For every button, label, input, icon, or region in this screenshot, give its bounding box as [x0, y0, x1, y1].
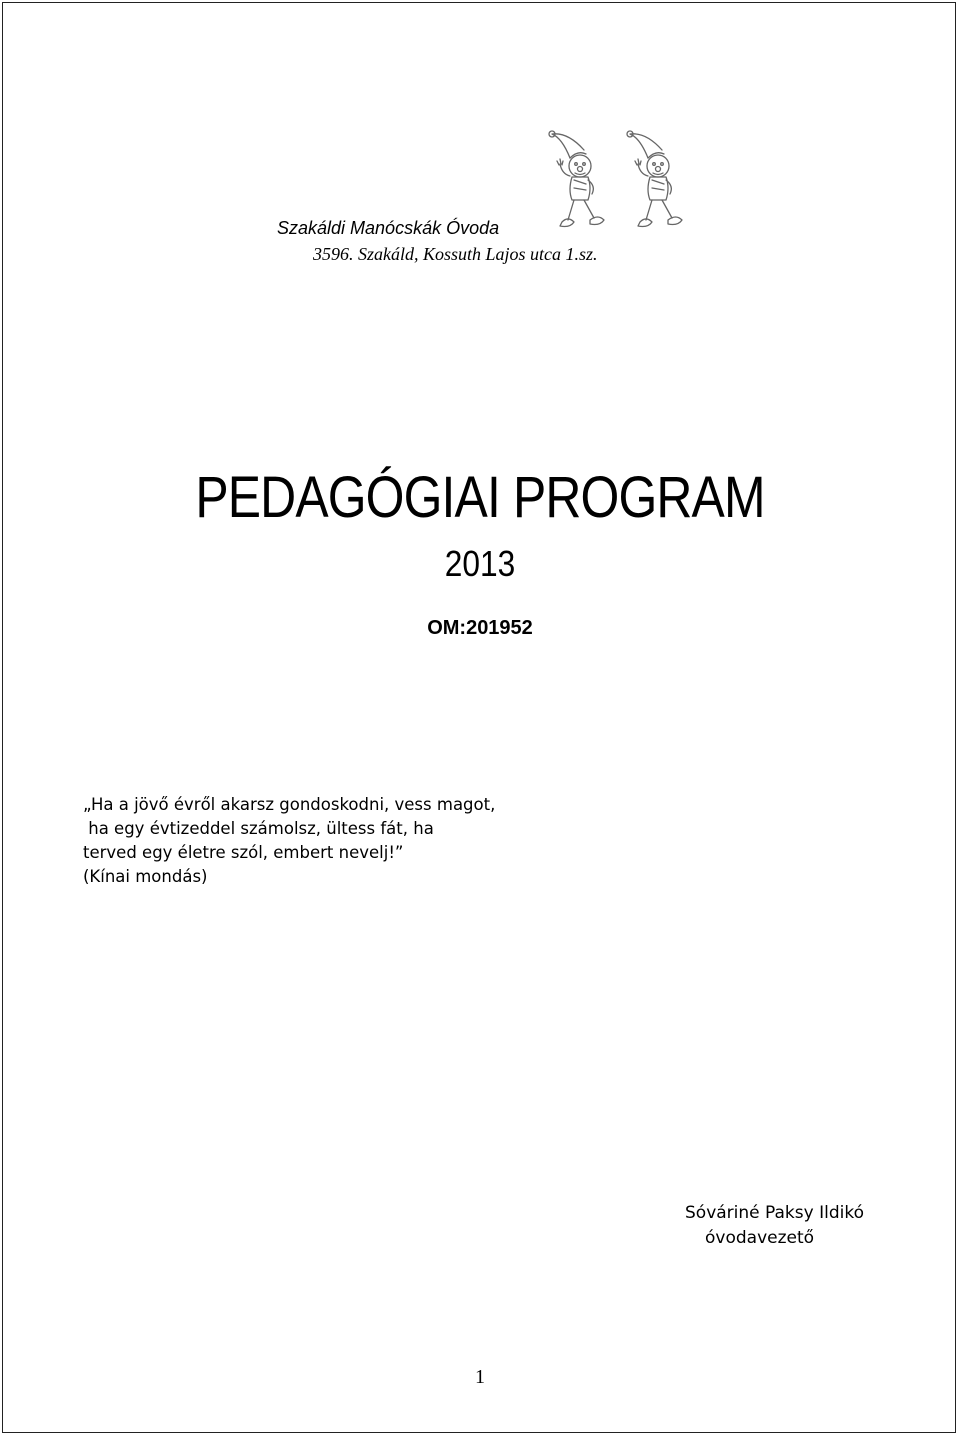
document-title: PEDAGÓGIAI PROGRAM: [195, 465, 765, 530]
quote-line: „Ha a jövő évről akarsz gondoskodni, vess magot,: [83, 795, 496, 814]
quote-block: [83, 793, 495, 889]
quote-source: (Kínai mondás): [83, 867, 208, 886]
school-name: Szakáldi Manócskák Óvoda: [277, 218, 500, 238]
quote-line: ha egy évtizeddel számolsz, ültess fát, ha: [83, 819, 434, 838]
signatory-name: Sóváriné Paksy Ildikó: [685, 1203, 864, 1223]
quote-line: terved egy életre szól, embert nevelj!”: [83, 843, 404, 862]
signatory-role: óvodavezető: [705, 1228, 815, 1248]
signature-block: [685, 1201, 864, 1251]
school-address: 3596. Szakáld, Kossuth Lajos utca 1.sz.: [313, 244, 598, 264]
gnome-children-illustration: [548, 128, 693, 244]
gnome-right-icon: [627, 131, 682, 227]
page-number: 1: [475, 1366, 485, 1388]
om-identifier: OM:201952: [427, 617, 533, 639]
document-year: 2013: [444, 543, 516, 584]
gnome-left-icon: [549, 131, 604, 227]
